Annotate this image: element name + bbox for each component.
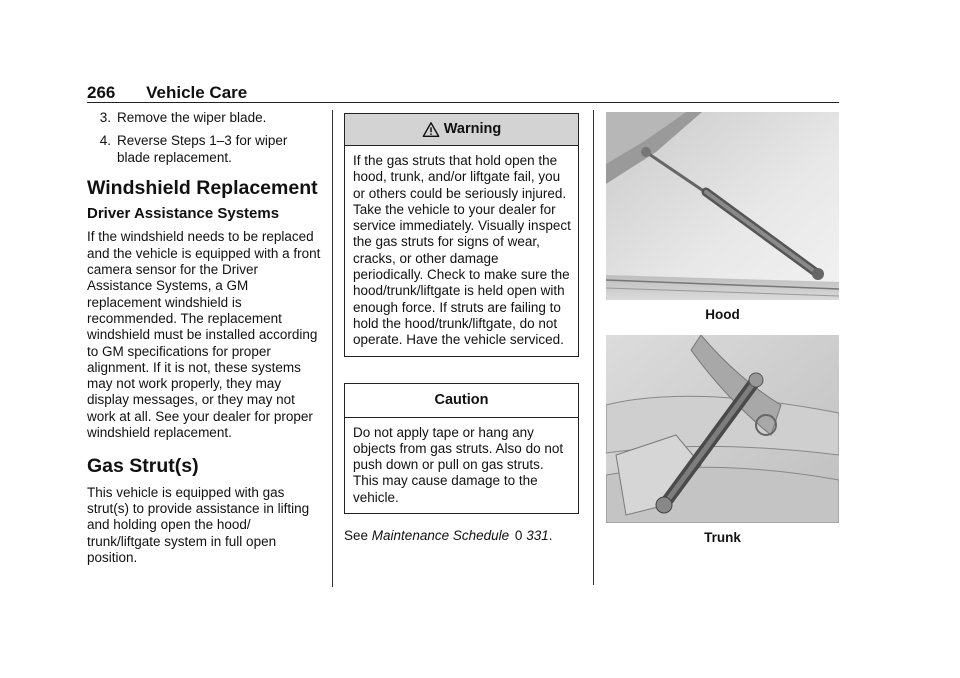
caution-text: Do not apply tape or hang any objects from gas struts. Also do not push down or pull on gas struts. This may cause damage to the vehicle. [353, 424, 564, 505]
see-reference: See Maintenance Schedule 0 331. [344, 528, 553, 544]
column-divider-2 [593, 110, 594, 585]
steps-list [87, 110, 323, 166]
windshield-heading: Windshield Replacement [87, 176, 318, 199]
warning-text: If the gas struts that hold open the hood, trunk, and/or liftgate fail, you or others could be seriously injured. Take the vehicle to your dealer for service immediately. Visually inspect the gas struts for signs of wear, cracks, or other damage periodically. Check to make sure the hood/trunk/liftgate is held open with enough force. If struts are failing to hold the hood/trunk/liftgate, do not operate. Have the vehicle serviced. [353, 153, 571, 348]
trunk-caption: Trunk [704, 530, 741, 545]
column-2 [344, 113, 579, 544]
section-title: Vehicle Care [146, 83, 248, 102]
windshield-paragraph: If the windshield needs to be replaced and the vehicle is equipped with a front camera sensor for the Driver Assistance Systems, a GM replacement windshield is recommended. The replacement windshield must be installed according to GM specifications for proper alignment. If it is not, these systems may not work properly, they may display messages, or they may not work at all. See your dealer for proper windshield replacement. [87, 229, 321, 441]
step-number: 3. [99, 110, 111, 125]
column-3 [606, 112, 839, 545]
warning-box [344, 113, 579, 357]
page-ref-arrow: 0 [514, 528, 523, 544]
hood-strut-illustration [606, 112, 839, 300]
caution-box [344, 383, 579, 514]
warning-title: Warning [443, 121, 502, 138]
page-ref-number: 331 [526, 528, 549, 544]
header-divider [87, 102, 839, 103]
warning-icon [422, 121, 440, 139]
caution-header [345, 384, 578, 418]
page-header [87, 83, 247, 103]
driver-assistance-subheading: Driver Assistance Systems [87, 205, 280, 223]
page-number: 266 [87, 83, 116, 102]
maintenance-schedule-link[interactable]: Maintenance Schedule [371, 528, 510, 544]
list-item [87, 110, 323, 126]
step-number: 4. [99, 133, 111, 149]
column-divider-1 [332, 110, 333, 587]
hood-caption: Hood [705, 307, 740, 322]
caution-title: Caution [434, 391, 489, 408]
step-text: Reverse Steps 1–3 for wiper blade replacement. [117, 133, 288, 165]
gas-struts-paragraph: This vehicle is equipped with gas strut(s) to provide assistance in lifting and holding open the hood/ trunk/liftgate system in full open position. [87, 484, 310, 565]
trunk-strut-illustration [606, 335, 839, 523]
column-1 [87, 110, 323, 566]
warning-header [345, 114, 578, 146]
step-text: Remove the wiper blade. [117, 110, 267, 125]
list-item [87, 133, 323, 166]
gas-struts-heading: Gas Strut(s) [87, 455, 199, 478]
